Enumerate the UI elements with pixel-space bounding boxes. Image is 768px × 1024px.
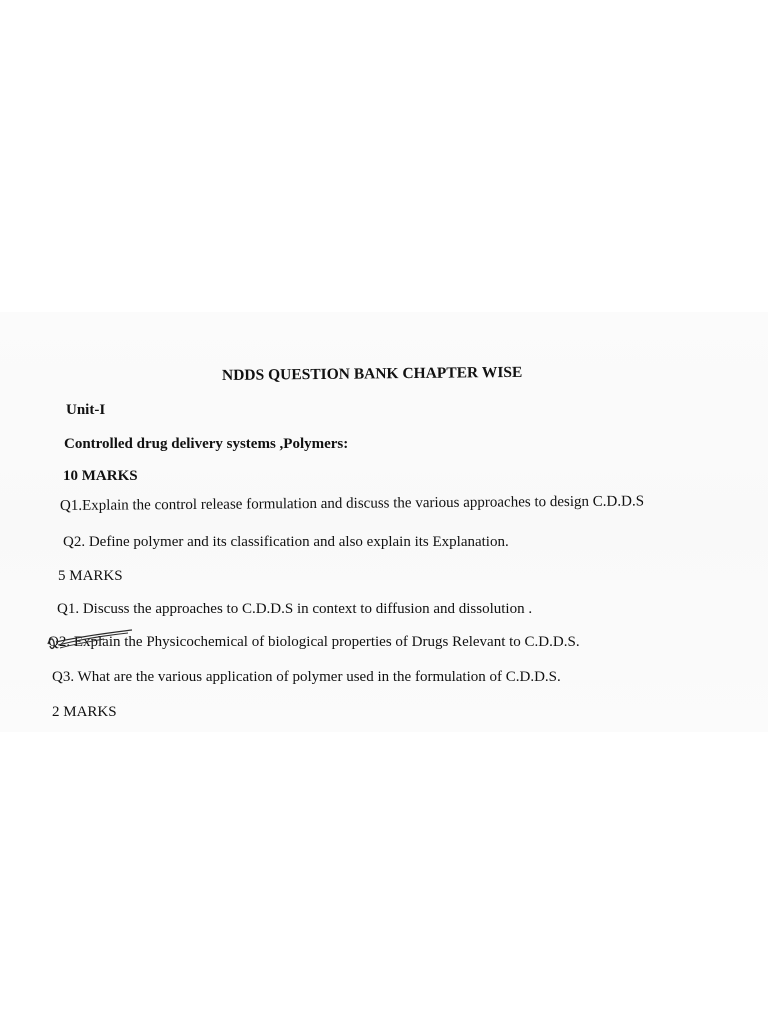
two-marks-heading: 2 MARKS [52, 704, 117, 716]
ten-marks-question-2: Q2. Define polymer and its classification and also explain its Explanation. [63, 534, 509, 550]
five-marks-question-3: Q3. What are the various application of polymer used in the formulation of C.D.D.S. [52, 669, 561, 685]
ten-marks-question-1: Q1.Explain the control release formulation and discuss the various approaches to design C.D.D.S [59, 493, 645, 514]
document-title: NDDS QUESTION BANK CHAPTER WISE [221, 363, 523, 384]
ten-marks-heading: 10 MARKS [63, 468, 138, 484]
five-marks-question-2: Q2. Explain the Physicochemical of biological properties of Drugs Relevant to C.D.D.S. [48, 634, 580, 650]
five-marks-heading: 5 MARKS [58, 568, 123, 584]
unit-heading: Unit-I [66, 402, 106, 418]
five-marks-question-1: Q1. Discuss the approaches to C.D.D.S in context to diffusion and dissolution . [57, 601, 533, 617]
topic-heading: Controlled drug delivery systems ,Polymers: [64, 436, 349, 452]
